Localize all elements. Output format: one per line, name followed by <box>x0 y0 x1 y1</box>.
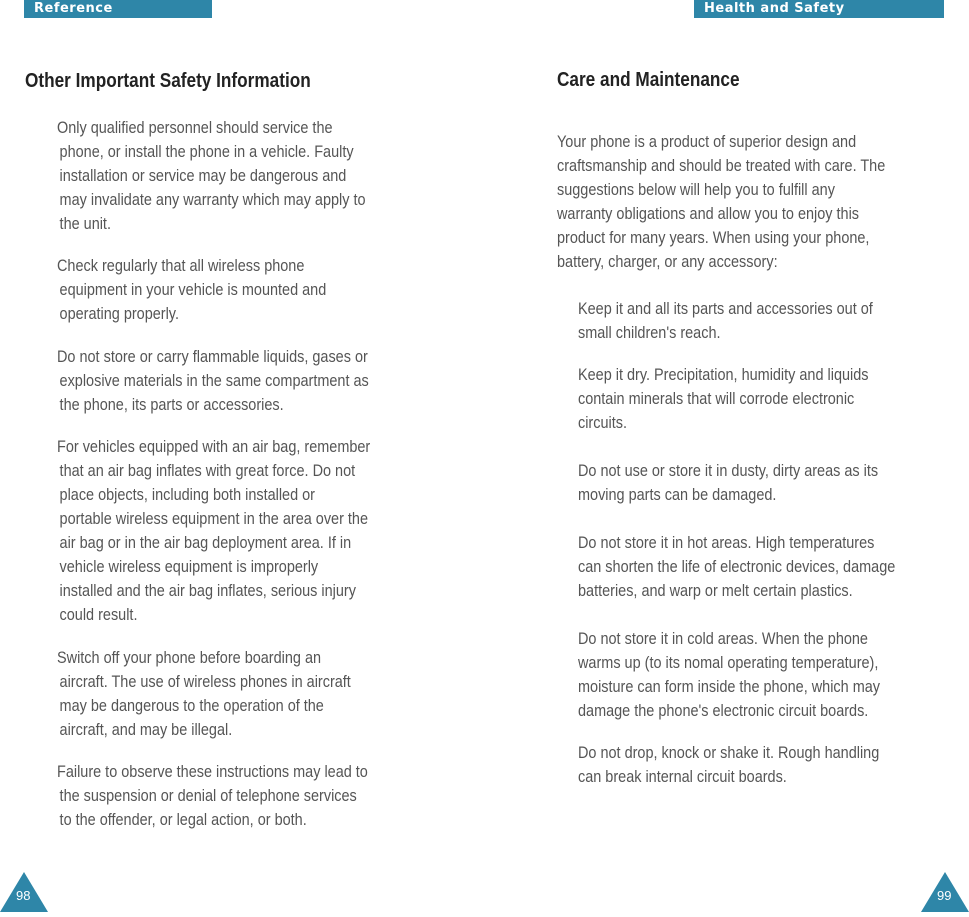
left-paragraph-failure: Failure to observe these instructions may lead to the suspension or denial of telephone services to the offender, or legal action, or both. <box>57 762 368 829</box>
page-number-right <box>921 872 969 912</box>
left-paragraph-air-bag: For vehicles equipped with an air bag, remember that an air bag inflates with great force. Do not place objects, including both installed or portable wireless equipment in the area over the air bag or in the air bag deployment area. If in vehicle wireless equipment is improperly installed and the air bag inflates, serious injury could result. <box>57 437 371 624</box>
care-item-hot: Do not store it in hot areas. High temperatures can shorten the life of electronic devices, damage batteries, and warp or melt certain plastics. <box>578 533 896 600</box>
left-paragraph-flammables: Do not store or carry flammable liquids, gases or explosive materials in the same compartment as the phone, its parts or accessories. <box>57 347 369 414</box>
care-item-drop: Do not drop, knock or shake it. Rough handling can break internal circuit boards. <box>578 743 880 786</box>
page-number-left-text: 98 <box>16 888 31 903</box>
header-tab-reference-information: Reference Information <box>24 0 212 18</box>
left-paragraph-service: Only qualified personnel should service the phone, or install the phone in a vehicle. Faulty installation or service may be dangerous and may invalidate any warranty which may apply to the unit. <box>57 118 366 233</box>
care-item-children: Keep it and all its parts and accessories out of small children's reach. <box>578 299 873 342</box>
left-paragraph-aircraft: Switch off your phone before boarding an aircraft. The use of wireless phones in aircraft may be dangerous to the operation of the aircraft, and may be illegal. <box>57 648 351 739</box>
page-number-left <box>0 872 48 912</box>
care-item-dusty: Do not use or store it in dusty, dirty areas as its moving parts can be damaged. <box>578 461 879 504</box>
left-section-title: Other Important Safety Information <box>25 70 311 92</box>
header-tab-health-safety-information: Health and Safety Information <box>694 0 944 18</box>
page-number-right-text: 99 <box>937 888 952 903</box>
care-item-cold: Do not store it in cold areas. When the phone warms up (to its nomal operating temperature), moisture can form inside the phone, which may damage the phone's electronic circuit boards. <box>578 629 881 720</box>
left-paragraph-check-equipment: Check regularly that all wireless phone equipment in your vehicle is mounted and operating properly. <box>57 256 327 323</box>
right-section-title: Care and Maintenance <box>557 69 740 91</box>
right-intro-paragraph: Your phone is a product of superior design and craftsmanship and should be treated with care. The suggestions below will help you to fulfill any warranty obligations and allow you to enjoy this product for many years. When using your phone, battery, charger, or any accessory: <box>557 132 886 271</box>
care-item-dry: Keep it dry. Precipitation, humidity and liquids contain minerals that will corrode electronic circuits. <box>578 365 869 432</box>
